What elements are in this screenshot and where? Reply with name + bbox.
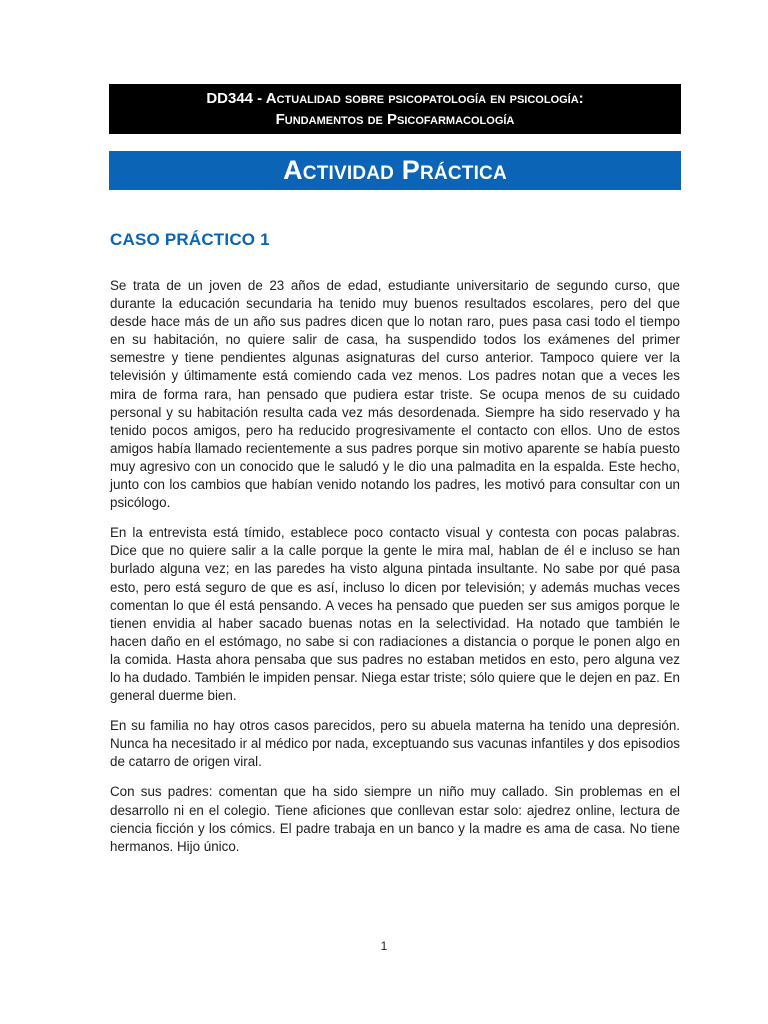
case-heading: CASO PRÁCTICO 1 (110, 230, 270, 249)
course-title-line-2: Fundamentos de Psicofarmacología (275, 111, 515, 128)
activity-title: Actividad Práctica (109, 151, 681, 190)
paragraph: Con sus padres: comentan que ha sido siempre un niño muy callado. Sin problemas en el desarrollo ni en el colegio. Tiene aficiones que conllevan estar solo: ajedrez online, lectura de ciencia ficción y los cómics. El padre trabaja en un banco y la madre es ama de casa. No tiene hermanos. Hijo único. (110, 784, 680, 854)
page-number: 1 (380, 939, 388, 953)
course-header (109, 84, 681, 134)
course-title-line-1: DD344 - Actualidad sobre psicopatología en psicología: (206, 90, 584, 107)
paragraph: En la entrevista está tímido, establece poco contacto visual y contesta con pocas palabras. Dice que no quiere salir a la calle porque la gente le mira mal, hablan de él e incluso se han burlado alguna vez; en las paredes ha visto alguna pintada insultante. No sabe por qué pasa esto, pero está seguro de que es así, incluso lo dicen por televisión; y además muchas veces comentan lo que él está pensando. A veces ha pensado que pueden ser sus amigos porque le tienen envidia al haber sacado buenas notas en la selectividad. Ha notado que también le hacen daño en el estómago, no sabe si con radiaciones a distancia o porque le ponen algo en la comida. Hasta ahora pensaba que sus padres no estaban metidos en esto, pero alguna vez lo ha dudado. También le impiden pensar. Niega estar triste; sólo quiere que le dejen en paz. En general duerme bien. (110, 525, 680, 704)
case-body (110, 277, 680, 868)
paragraph: Se trata de un joven de 23 años de edad, estudiante universitario de segundo curso, que durante la educación secundaria ha tenido muy buenos resultados escolares, pero del que desde hace más de un año sus padres dicen que lo notan raro, pues pasa casi todo el tiempo en su habitación, no quiere salir de casa, ha suspendido todos los exámenes del primer semestre y tiene pendientes algunas asignaturas del curso anterior. Tampoco quiere ver la televisión y últimamente está comiendo cada vez menos. Los padres notan que a veces les mira de forma rara, han pensado que pudiera estar triste. Se ocupa menos de su cuidado personal y su habitación resulta cada vez más desordenada. Siempre ha sido reservado y ha tenido pocos amigos, pero ha reducido progresivamente el contacto con ellos. Uno de estos amigos había llamado recientemente a sus padres porque sin motivo aparente se había puesto muy agresivo con un conocido que le saludó y le dio una palmadita en la espalda. Este hecho, junto con los cambios que habían venido notando los padres, les motivó para consultar con un psicólogo. (110, 278, 680, 511)
paragraph: En su familia no hay otros casos parecidos, pero su abuela materna ha tenido una depresión. Nunca ha necesitado ir al médico por nada, exceptuando sus vacunas infantiles y dos episodios de catarro de origen viral. (110, 718, 680, 770)
